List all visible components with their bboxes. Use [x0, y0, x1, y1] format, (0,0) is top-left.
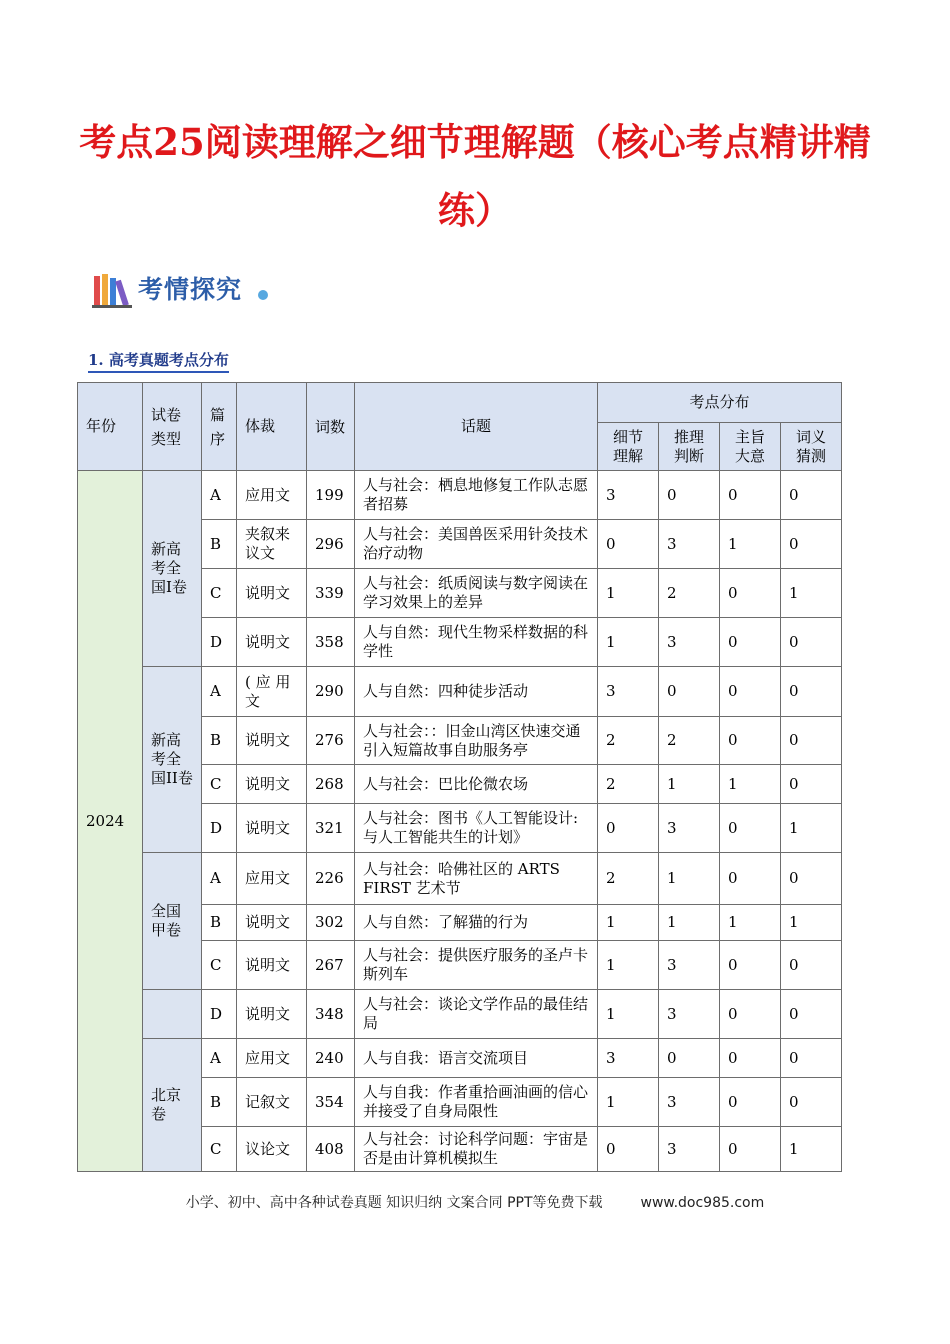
paper-type-cell: 新高考全国II卷 — [143, 667, 202, 853]
main-idea-cell: 0 — [720, 941, 781, 990]
genre-cell: 夹叙来议文 — [237, 520, 307, 569]
inference-cell: 0 — [659, 471, 720, 520]
word-count-cell: 358 — [307, 618, 355, 667]
word-guess-cell: 0 — [781, 618, 842, 667]
header-year: 年份 — [78, 383, 143, 471]
inference-cell: 0 — [659, 1039, 720, 1078]
genre-cell: 说明文 — [237, 990, 307, 1039]
inference-cell: 3 — [659, 941, 720, 990]
seq-cell: A — [202, 853, 237, 905]
topic-cell: 人与自然：了解猫的行为 — [355, 905, 598, 941]
word-guess-cell: 0 — [781, 471, 842, 520]
inference-cell: 3 — [659, 990, 720, 1039]
detail-cell: 2 — [598, 717, 659, 765]
detail-cell: 1 — [598, 941, 659, 990]
main-idea-cell: 1 — [720, 520, 781, 569]
detail-cell: 0 — [598, 520, 659, 569]
books-icon — [92, 272, 132, 308]
seq-cell: B — [202, 717, 237, 765]
topic-cell: 人与社会：：旧金山湾区快速交通引入短篇故事自助服务亭 — [355, 717, 598, 765]
main-idea-cell: 0 — [720, 1039, 781, 1078]
seq-cell: A — [202, 471, 237, 520]
word-count-cell: 348 — [307, 990, 355, 1039]
seq-cell: B — [202, 905, 237, 941]
table-row — [78, 853, 842, 905]
word-guess-cell: 0 — [781, 520, 842, 569]
table-row — [78, 471, 842, 520]
topic-cell: 人与自然：现代生物采样数据的科学性 — [355, 618, 598, 667]
paper-type-cell: 北京卷 — [143, 1039, 202, 1172]
main-idea-cell: 0 — [720, 717, 781, 765]
word-guess-cell: 1 — [781, 905, 842, 941]
word-guess-cell: 0 — [781, 1039, 842, 1078]
word-count-cell: 302 — [307, 905, 355, 941]
genre-cell: 说明文 — [237, 569, 307, 618]
document-title: 考点25阅读理解之细节理解题（核心考点精讲精练） — [79, 120, 871, 232]
word-guess-cell: 0 — [781, 1078, 842, 1127]
inference-cell: 3 — [659, 618, 720, 667]
main-idea-cell: 1 — [720, 765, 781, 804]
seq-cell: D — [202, 618, 237, 667]
detail-cell: 0 — [598, 1127, 659, 1172]
detail-cell: 3 — [598, 471, 659, 520]
topic-cell: 人与社会：谈论文学作品的最佳结局 — [355, 990, 598, 1039]
genre-cell: 应用文 — [237, 853, 307, 905]
footer-url[interactable]: www.doc985.com — [640, 1195, 765, 1211]
paper-type-cell — [143, 990, 202, 1039]
topic-cell: 人与社会：栖息地修复工作队志愿者招募 — [355, 471, 598, 520]
seq-cell: C — [202, 765, 237, 804]
word-count-cell: 290 — [307, 667, 355, 717]
seq-cell: C — [202, 569, 237, 618]
exam-distribution-table — [77, 382, 842, 1172]
seq-cell: C — [202, 1127, 237, 1172]
topic-cell: 人与社会：图书《人工智能设计:与人工智能共生的计划》 — [355, 804, 598, 853]
main-idea-cell: 0 — [720, 1127, 781, 1172]
inference-cell: 1 — [659, 765, 720, 804]
paper-type-cell: 新高考全国I卷 — [143, 471, 202, 667]
header-paper-type: 试卷类型 — [143, 383, 202, 471]
topic-cell: 人与社会：纸质阅读与数字阅读在学习效果上的差异 — [355, 569, 598, 618]
detail-cell: 1 — [598, 990, 659, 1039]
seq-cell: B — [202, 1078, 237, 1127]
word-guess-cell: 0 — [781, 667, 842, 717]
genre-cell: 记叙文 — [237, 1078, 307, 1127]
word-guess-cell: 1 — [781, 1127, 842, 1172]
genre-cell: 应用文 — [237, 471, 307, 520]
genre-cell: 说明文 — [237, 804, 307, 853]
genre-cell: 说明文 — [237, 765, 307, 804]
word-count-cell: 339 — [307, 569, 355, 618]
genre-cell: 应用文 — [237, 1039, 307, 1078]
inference-cell: 3 — [659, 1078, 720, 1127]
header-genre: 体裁 — [237, 383, 307, 471]
header-inference: 推理判断 — [659, 423, 720, 471]
word-count-cell: 296 — [307, 520, 355, 569]
topic-cell: 人与社会：美国兽医采用针灸技术治疗动物 — [355, 520, 598, 569]
section-heading: 1. 高考真题考点分布 — [88, 350, 229, 373]
header-word-count: 词数 — [307, 383, 355, 471]
word-count-cell: 199 — [307, 471, 355, 520]
main-idea-cell: 0 — [720, 804, 781, 853]
banner-label: 考情探究 — [138, 275, 243, 304]
seq-cell: D — [202, 804, 237, 853]
header-distribution: 考点分布 — [598, 383, 842, 423]
word-count-cell: 226 — [307, 853, 355, 905]
main-idea-cell: 0 — [720, 990, 781, 1039]
genre-cell: 议论文 — [237, 1127, 307, 1172]
topic-cell: 人与社会：哈佛社区的 ARTS FIRST 艺术节 — [355, 853, 598, 905]
word-count-cell: 240 — [307, 1039, 355, 1078]
header-detail: 细节理解 — [598, 423, 659, 471]
header-main-idea: 主旨大意 — [720, 423, 781, 471]
section-banner — [92, 268, 292, 312]
inference-cell: 0 — [659, 667, 720, 717]
word-guess-cell: 1 — [781, 804, 842, 853]
word-count-cell: 321 — [307, 804, 355, 853]
main-idea-cell: 0 — [720, 1078, 781, 1127]
page-footer — [0, 1192, 950, 1212]
seq-cell: A — [202, 667, 237, 717]
table-row — [78, 990, 842, 1039]
main-idea-cell: 0 — [720, 853, 781, 905]
year-cell: 2024 — [78, 471, 143, 1172]
word-guess-cell: 0 — [781, 717, 842, 765]
topic-cell: 人与自我：语言交流项目 — [355, 1039, 598, 1078]
detail-cell: 3 — [598, 667, 659, 717]
inference-cell: 3 — [659, 1127, 720, 1172]
main-idea-cell: 1 — [720, 905, 781, 941]
word-count-cell: 267 — [307, 941, 355, 990]
seq-cell: A — [202, 1039, 237, 1078]
topic-cell: 人与自我：作者重拾画油画的信心并接受了自身局限性 — [355, 1078, 598, 1127]
detail-cell: 1 — [598, 569, 659, 618]
inference-cell: 1 — [659, 905, 720, 941]
word-count-cell: 268 — [307, 765, 355, 804]
table-row — [78, 1039, 842, 1078]
topic-cell: 人与社会：巴比伦微农场 — [355, 765, 598, 804]
footer-text: 小学、初中、高中各种试卷真题 知识归纳 文案合同 PPT等免费下载 — [185, 1195, 603, 1211]
header-seq: 篇序 — [202, 383, 237, 471]
topic-cell: 人与社会：讨论科学问题：宇宙是否是由计算机模拟生 — [355, 1127, 598, 1172]
main-idea-cell: 0 — [720, 667, 781, 717]
word-guess-cell: 1 — [781, 569, 842, 618]
seq-cell: D — [202, 990, 237, 1039]
word-guess-cell: 0 — [781, 765, 842, 804]
genre-cell: 说明文 — [237, 618, 307, 667]
main-idea-cell: 0 — [720, 569, 781, 618]
genre-cell: 说明文 — [237, 717, 307, 765]
detail-cell: 0 — [598, 804, 659, 853]
inference-cell: 2 — [659, 569, 720, 618]
word-count-cell: 408 — [307, 1127, 355, 1172]
detail-cell: 1 — [598, 905, 659, 941]
banner-dot — [258, 290, 268, 300]
word-guess-cell: 0 — [781, 853, 842, 905]
table-body — [78, 471, 842, 1172]
inference-cell: 2 — [659, 717, 720, 765]
word-count-cell: 276 — [307, 717, 355, 765]
inference-cell: 3 — [659, 804, 720, 853]
word-guess-cell: 0 — [781, 990, 842, 1039]
main-idea-cell: 0 — [720, 618, 781, 667]
detail-cell: 1 — [598, 618, 659, 667]
detail-cell: 2 — [598, 765, 659, 804]
topic-cell: 人与自然：四种徒步活动 — [355, 667, 598, 717]
inference-cell: 1 — [659, 853, 720, 905]
seq-cell: C — [202, 941, 237, 990]
inference-cell: 3 — [659, 520, 720, 569]
word-guess-cell: 0 — [781, 941, 842, 990]
table-row — [78, 667, 842, 717]
header-topic: 话题 — [355, 383, 598, 471]
paper-type-cell: 全国甲卷 — [143, 853, 202, 990]
detail-cell: 1 — [598, 1078, 659, 1127]
topic-cell: 人与社会：提供医疗服务的圣卢卡斯列车 — [355, 941, 598, 990]
detail-cell: 2 — [598, 853, 659, 905]
main-idea-cell: 0 — [720, 471, 781, 520]
genre-cell: 说明文 — [237, 905, 307, 941]
header-word-guess: 词义猜测 — [781, 423, 842, 471]
genre-cell: ( 应 用 文 — [237, 667, 307, 717]
word-count-cell: 354 — [307, 1078, 355, 1127]
seq-cell: B — [202, 520, 237, 569]
genre-cell: 说明文 — [237, 941, 307, 990]
detail-cell: 3 — [598, 1039, 659, 1078]
